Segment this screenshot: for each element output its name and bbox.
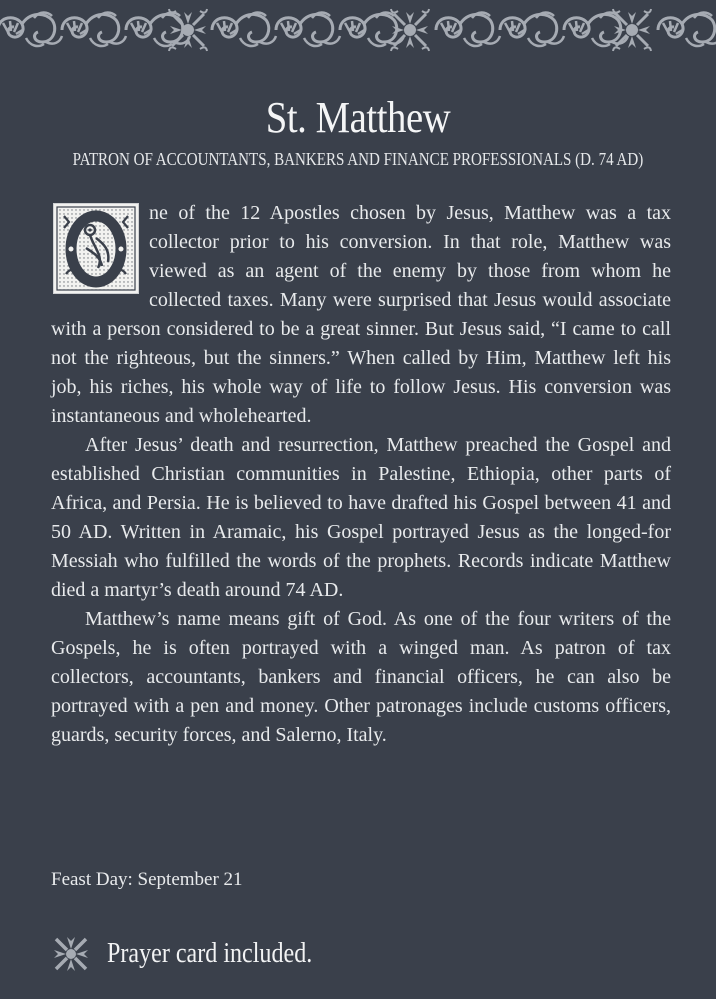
paragraph-1 xyxy=(51,199,671,431)
biography-text xyxy=(51,199,671,750)
paragraph-2: After Jesus’ death and resurrection, Matthew preached the Gospel and established Christian communities in Palestine, Ethiopia, other parts of Africa, and Persia. He is believed to have drafted his Gospel between 41 and 50 AD. Written in Aramaic, his Gospel portrayed Jesus as the longed-for Messiah who fulfilled the words of the prophets. Records indicate Matthew died a martyr’s death around 74 AD. xyxy=(51,434,671,601)
fleur-cross-ornament xyxy=(613,9,651,51)
drop-cap-illuminated-o xyxy=(53,203,139,294)
paragraph-1-text: ne of the 12 Apostles chosen by Jesus, Matthew was a tax collector prior to his conversion. In that role, Matthew was viewed as an agent of the enemy by those from whom he collected taxes. Many were surprised that Jesus would associate with a person considered to be a great sinner. But Jesus said, “I came to call not the righteous, but the sinners.” When called by Him, Matthew left his job, his riches, his whole way of life to follow Jesus. His conversion was instantaneous and wholehearted. xyxy=(51,202,671,427)
scrollwork-segment xyxy=(0,13,190,47)
fleur-cross-ornament xyxy=(169,9,207,51)
fleur-cross-ornament xyxy=(391,9,429,51)
page-title: St. Matthew xyxy=(265,93,451,142)
fleur-cross-icon xyxy=(51,934,91,974)
prayer-card-note xyxy=(51,932,346,976)
illuminated-letter-icon xyxy=(54,204,138,293)
scrollwork-segment xyxy=(658,13,716,47)
feast-day: Feast Day: September 21 xyxy=(51,869,243,890)
patronage-subtitle: PATRON OF ACCOUNTANTS, BANKERS AND FINANCE PROFESSIONALS (D. 74 AD) xyxy=(72,149,644,169)
scrollwork-segment xyxy=(212,13,404,47)
scrollwork-segment xyxy=(436,13,628,47)
paragraph-3: Matthew’s name means gift of God. As one of the four writers of the Gospels, he is often portrayed with a winged man. As patron of tax collectors, accountants, bankers and financial officers, he can also be portrayed with a pen and money. Other patronages include customs officers, guards, security forces, and Salerno, Italy. xyxy=(51,608,671,746)
ornamental-border xyxy=(0,8,716,52)
prayer-card-label: Prayer card included. xyxy=(107,938,313,969)
